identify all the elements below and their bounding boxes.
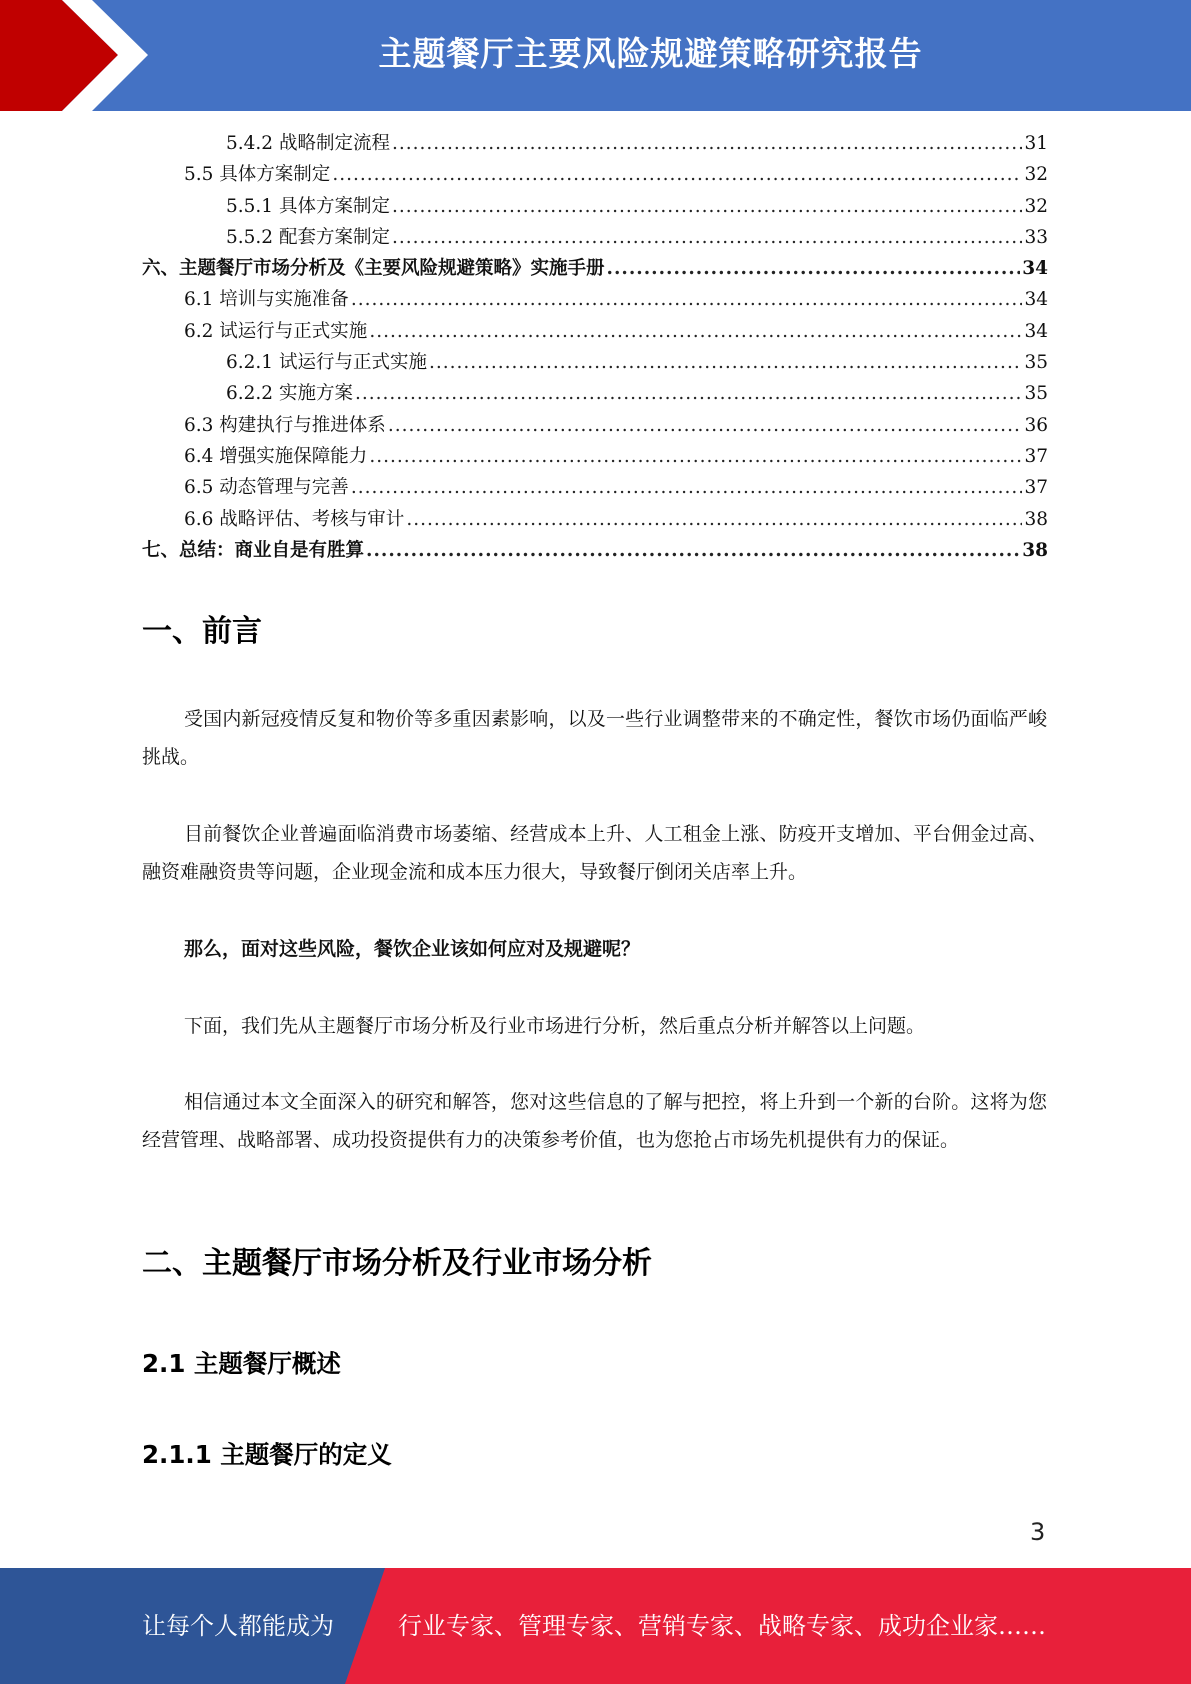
toc-entry[interactable]	[142, 441, 1048, 472]
toc-entry-label: 6.6 战略评估、考核与审计	[184, 508, 405, 530]
toc-entry[interactable]	[142, 128, 1048, 159]
toc-entry-page: 36	[1024, 414, 1048, 436]
paragraph: 相信通过本文全面深入的研究和解答，您对这些信息的了解与把控，将上升到一个新的台阶。这将为您经营管理、战略部署、成功投资提供有力的决策参考价值，也为您抢占市场先机提供有力的保证。	[142, 1091, 1047, 1151]
toc-entry[interactable]	[142, 472, 1048, 503]
toc-entry-page: 34	[1024, 289, 1048, 311]
page-header	[0, 0, 1191, 111]
toc-entry-label: 6.2.1 试运行与正式实施	[226, 352, 427, 374]
toc-entry[interactable]	[142, 191, 1048, 222]
toc-entry[interactable]	[142, 504, 1048, 535]
header-title: 主题餐厅主要风险规避策略研究报告	[378, 34, 923, 73]
toc-entry-label: 六、主题餐厅市场分析及《主要风险规避策略》实施手册	[142, 258, 605, 280]
toc-entry-page: 35	[1024, 352, 1048, 374]
page-footer	[0, 1568, 1191, 1684]
footer-slogan-right: 行业专家、管理专家、营销专家、战略专家、成功企业家……	[398, 1612, 1046, 1640]
toc-entry[interactable]	[142, 284, 1048, 315]
toc-entry-page: 35	[1024, 383, 1048, 405]
paragraph-question: 那么，面对这些风险，餐饮企业该如何应对及规避呢？	[184, 938, 641, 960]
page-number: 3	[1030, 1518, 1046, 1546]
toc-entry-label: 6.4 增强实施保障能力	[184, 445, 368, 467]
toc-entry-page: 38	[1022, 539, 1048, 561]
toc-entry-label: 6.3 构建执行与推进体系	[184, 414, 386, 436]
paragraph: 受国内新冠疫情反复和物价等多重因素影响，以及一些行业调整带来的不确定性，餐饮市场仍面临严峻挑战。	[142, 708, 1047, 768]
toc-entry-page: 32	[1024, 195, 1048, 217]
toc-leader-dots	[369, 441, 1022, 472]
toc-entry-page: 38	[1024, 508, 1048, 530]
toc-entry-label: 5.5.1 具体方案制定	[226, 195, 390, 217]
paragraph: 目前餐饮企业普遍面临消费市场萎缩、经营成本上升、人工租金上涨、防疫开支增加、平台佣金过高、融资难融资贵等问题，企业现金流和成本压力很大，导致餐厅倒闭关店率上升。	[142, 823, 1047, 883]
toc-entry[interactable]	[142, 378, 1048, 409]
paragraph: 下面，我们先从主题餐厅市场分析及行业市场进行分析，然后重点分析并解答以上问题。	[184, 1015, 926, 1037]
toc-entry[interactable]	[142, 316, 1048, 347]
toc-leader-dots	[607, 253, 1021, 284]
toc-leader-dots	[355, 378, 1023, 409]
toc-entry-page: 32	[1024, 164, 1048, 186]
toc-entry-page: 34	[1024, 320, 1048, 342]
section-heading-market-analysis: 二、主题餐厅市场分析及行业市场分析	[142, 1246, 652, 1281]
toc-entry[interactable]	[142, 253, 1048, 284]
toc-leader-dots	[332, 159, 1022, 190]
toc-entry[interactable]	[142, 159, 1048, 190]
toc-entry[interactable]	[142, 347, 1048, 378]
toc-leader-dots	[369, 316, 1022, 347]
toc-entry-label: 6.2 试运行与正式实施	[184, 320, 368, 342]
table-of-contents	[142, 128, 1048, 566]
section-heading-preface: 一、前言	[142, 614, 262, 649]
toc-leader-dots	[351, 472, 1023, 503]
toc-entry-page: 33	[1024, 226, 1048, 248]
toc-leader-dots	[392, 222, 1022, 253]
toc-leader-dots	[392, 191, 1022, 222]
subsection-heading: 2.1 主题餐厅概述	[142, 1349, 341, 1378]
footer-slogan-left: 让每个人都能成为	[142, 1612, 334, 1640]
toc-leader-dots	[366, 535, 1020, 566]
subsubsection-heading: 2.1.1 主题餐厅的定义	[142, 1440, 392, 1469]
toc-entry-label: 6.1 培训与实施准备	[184, 289, 349, 311]
toc-leader-dots	[388, 410, 1023, 441]
toc-entry-label: 5.5 具体方案制定	[184, 164, 331, 186]
toc-entry[interactable]	[142, 222, 1048, 253]
toc-leader-dots	[351, 284, 1023, 315]
toc-entry-label: 七、总结：商业自是有胜算	[142, 539, 365, 561]
toc-leader-dots	[392, 128, 1022, 159]
toc-entry-page: 37	[1024, 477, 1048, 499]
toc-entry[interactable]	[142, 535, 1048, 566]
toc-leader-dots	[406, 504, 1022, 535]
toc-entry-page: 34	[1022, 258, 1048, 280]
toc-entry-label: 6.2.2 实施方案	[226, 383, 353, 405]
toc-entry-page: 37	[1024, 445, 1048, 467]
toc-entry-label: 5.5.2 配套方案制定	[226, 226, 390, 248]
toc-leader-dots	[429, 347, 1022, 378]
toc-entry[interactable]	[142, 410, 1048, 441]
toc-entry-label: 5.4.2 战略制定流程	[226, 133, 390, 154]
toc-entry-page: 31	[1024, 133, 1048, 154]
toc-entry-label: 6.5 动态管理与完善	[184, 477, 349, 499]
